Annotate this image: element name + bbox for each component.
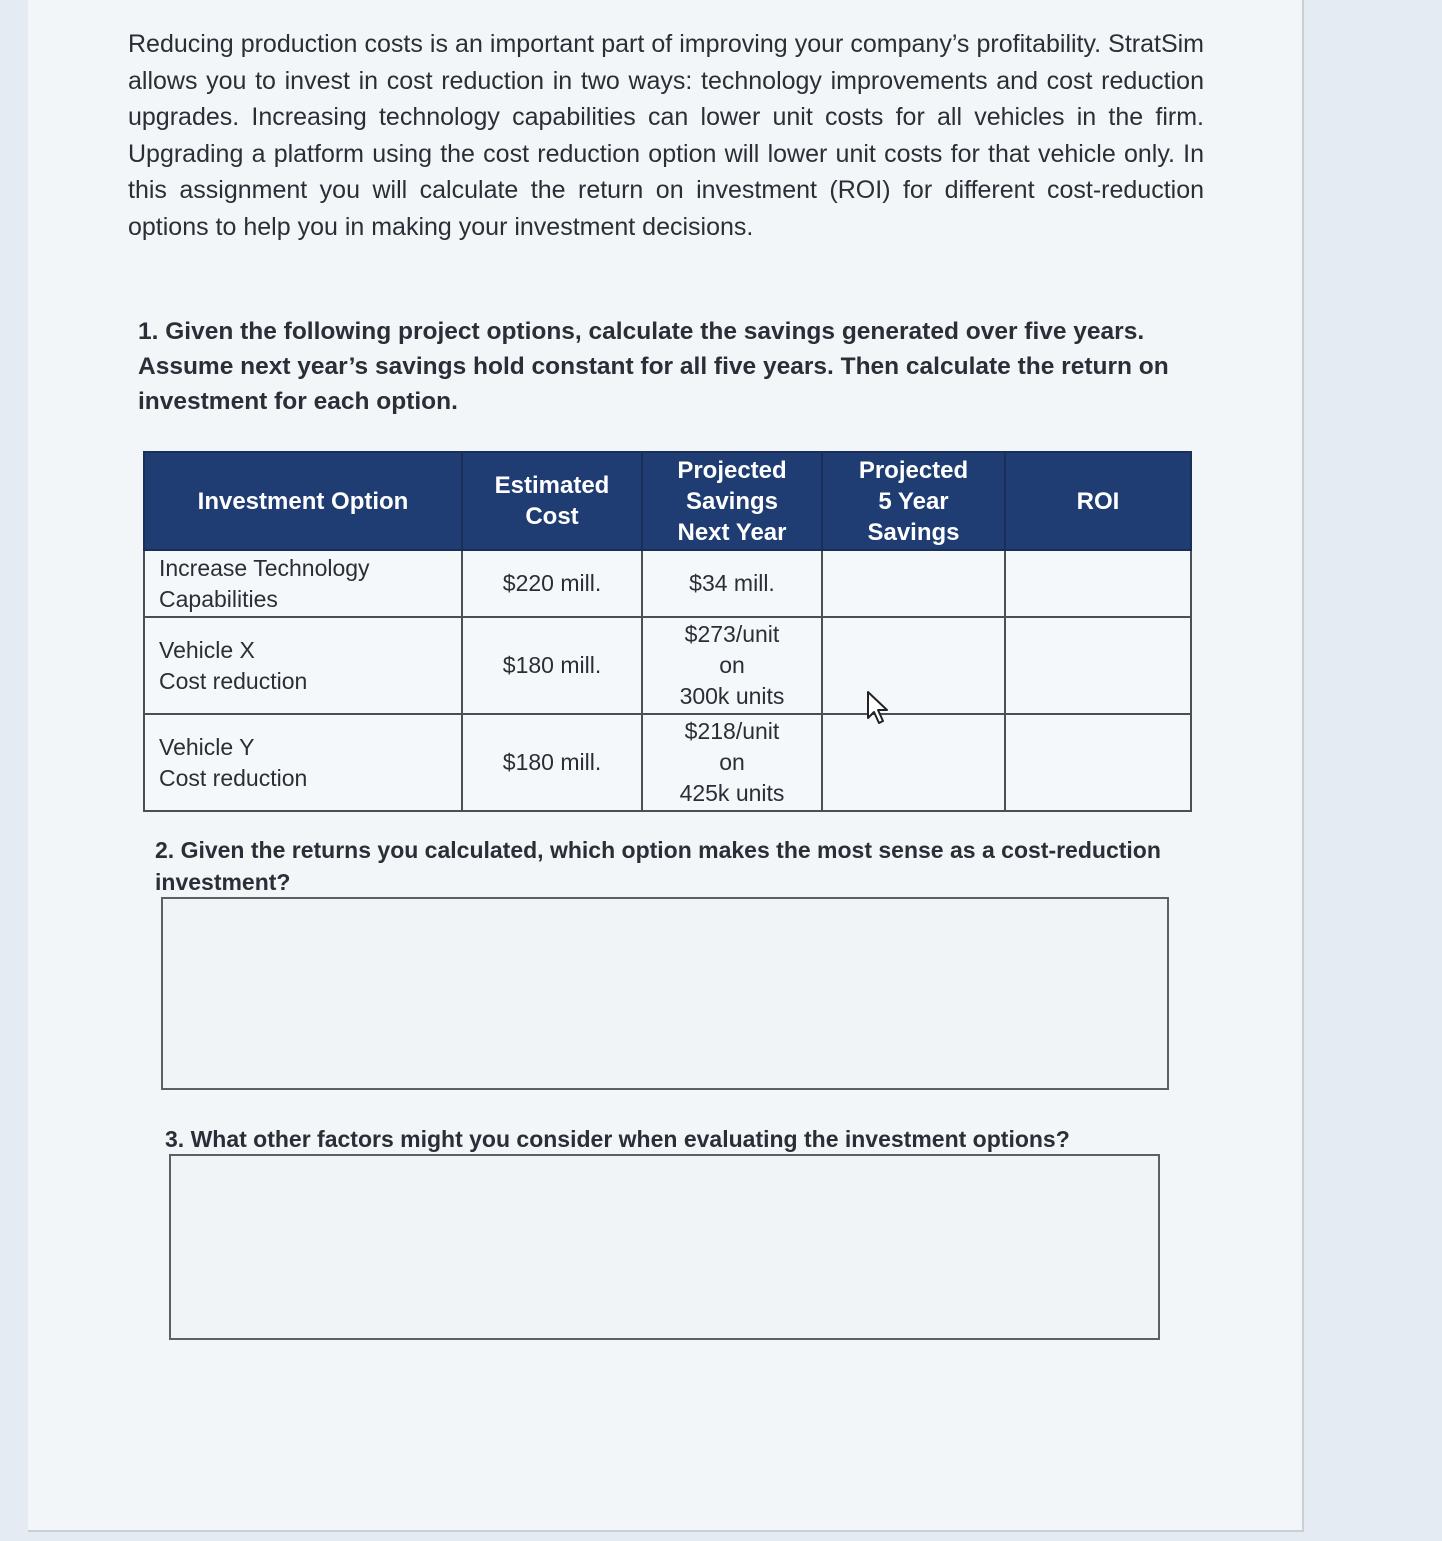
header-line: Savings [867, 518, 960, 546]
table-row [144, 617, 1191, 714]
option-name-line: Capabilities [159, 585, 278, 612]
savings-line: on [719, 652, 745, 678]
five-year-savings-input-cell[interactable] [822, 550, 1005, 617]
option-name-line: Vehicle Y [159, 733, 255, 760]
header-estimated-cost: Estimated Cost [462, 452, 642, 550]
investment-options-table [143, 451, 1192, 812]
savings-next-year-cell [642, 714, 822, 811]
savings-line: on [719, 749, 745, 775]
five-year-savings-input-cell[interactable] [822, 714, 1005, 811]
header-projected-savings-next-year [642, 452, 822, 550]
roi-input-cell[interactable] [1005, 617, 1191, 714]
estimated-cost-cell: $180 mill. [462, 714, 642, 811]
option-name-line: Cost reduction [159, 764, 308, 791]
question-2-answer-box[interactable] [161, 897, 1169, 1090]
five-year-savings-input-cell[interactable] [822, 617, 1005, 714]
savings-line: 425k units [679, 780, 785, 806]
savings-next-year-cell [642, 617, 822, 714]
header-investment-option: Investment Option [144, 452, 462, 550]
question-2: 2. Given the returns you calculated, which option makes the most sense as a cost-reduction investment? [155, 837, 1161, 895]
option-name-cell [144, 714, 462, 811]
header-line: Next Year [677, 518, 787, 546]
header-roi: ROI [1005, 452, 1191, 550]
question-3: 3. What other factors might you consider when evaluating the investment options? [165, 1126, 1070, 1152]
option-name-line: Vehicle X [159, 636, 255, 663]
table-row [144, 714, 1191, 811]
header-line: Savings [685, 487, 779, 515]
header-line: Projected [858, 456, 969, 484]
roi-input-cell[interactable] [1005, 714, 1191, 811]
savings-next-year-cell [642, 550, 822, 617]
header-line: 5 Year [878, 487, 949, 515]
estimated-cost-cell: $180 mill. [462, 617, 642, 714]
savings-line: $218/unit [684, 718, 780, 744]
roi-input-cell[interactable] [1005, 550, 1191, 617]
option-name-line: Cost reduction [159, 667, 308, 694]
header-projected-5-year-savings [822, 452, 1005, 550]
option-name-cell [144, 617, 462, 714]
mouse-pointer-icon [866, 690, 892, 726]
question-3-answer-box[interactable] [169, 1154, 1160, 1340]
table-header-row [144, 452, 1191, 550]
savings-line: $34 mill. [689, 570, 775, 596]
savings-line: 300k units [679, 683, 785, 709]
option-name-cell [144, 550, 462, 617]
savings-line: $273/unit [684, 621, 780, 647]
intro-paragraph: Reducing production costs is an important part of improving your company’s profitability. StratSim allows you to invest in cost reduction in two ways: technology improvements and cost reduction upgrades. Increasing technology capabilities can lower unit costs for all vehicles in the firm. Upgrading a platform using the cost reduction option will lower unit costs for that vehicle only. In this assignment you will calculate the return on investment (ROI) for different cost-reduction options to help you in making your investment decisions. [128, 30, 1204, 241]
header-line: Projected [677, 456, 787, 484]
table-row [144, 550, 1191, 617]
estimated-cost-cell: $220 mill. [462, 550, 642, 617]
question-1: 1. Given the following project options, calculate the savings generated over five years. Assume next year’s savings hold constant for all five years. Then calculate the return on investment for each option. [138, 318, 1169, 415]
option-name-line: Increase Technology [159, 554, 370, 581]
